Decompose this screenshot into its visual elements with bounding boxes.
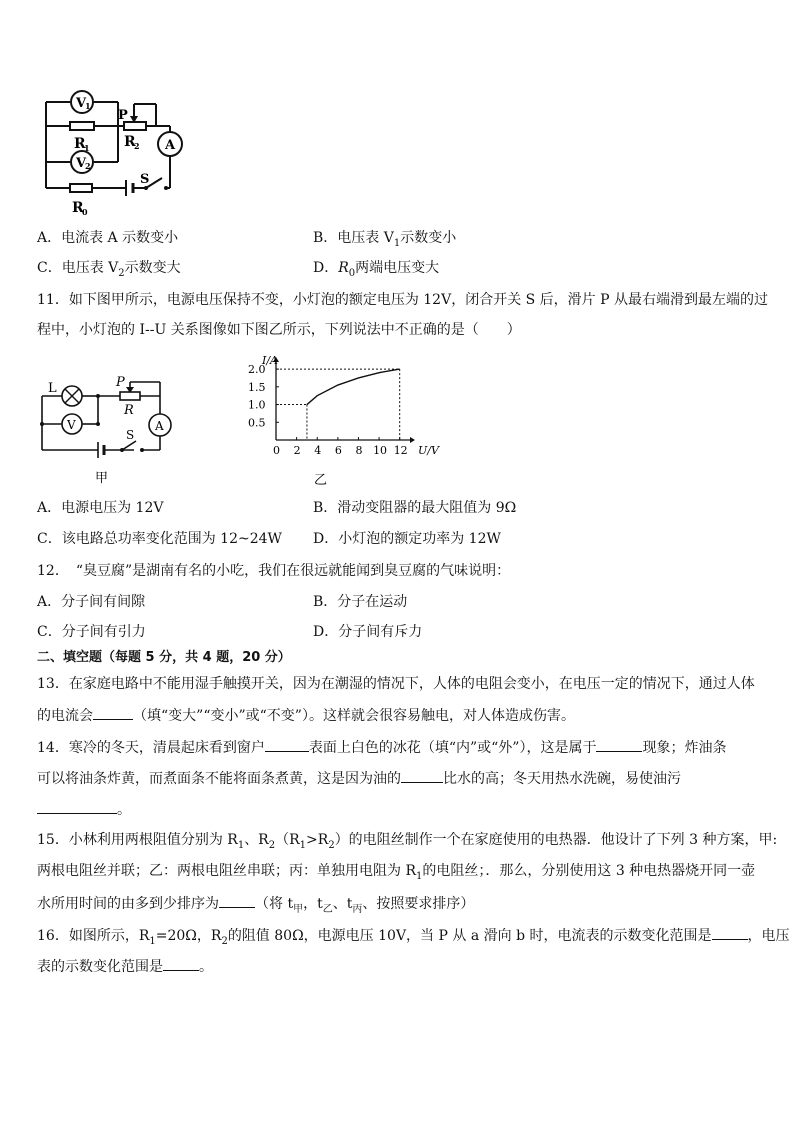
q14-blank-3[interactable] <box>401 768 443 783</box>
q16-line2: 表的示数变化范围是 。 <box>37 956 213 977</box>
q11-r-label: R <box>124 403 134 418</box>
q13-line1: 13．在家庭电路中不能用湿手触摸开关，因为在潮湿的情况下，人体的电阻会变小，在电压一定的情况下，通过人体 <box>37 676 755 692</box>
y-axis-label: I/A <box>262 354 278 367</box>
q10-r1-label: R <box>74 136 86 152</box>
y-tick-label: 0.5 <box>248 416 266 430</box>
x-tick-label: 12 <box>393 444 408 457</box>
q10-r1-sub: 1 <box>84 143 90 153</box>
x-tick-label: 10 <box>373 444 388 457</box>
q16-line1: 16．如图所示，$R_1=20\Omega$，$R_2$的阻值 80Ω，电源电压 10V，当 P 从 a 滑向 b 时，电流表的示数变化范围是 ，电压 <box>37 925 790 952</box>
q11-option-d: D．小灯泡的额定功率为 12W <box>313 531 501 547</box>
q11-option-b: B．滑动变阻器的最大阻值为 9Ω <box>313 500 517 516</box>
q10-option-d: D．$R_0$两端电压变大 <box>313 260 440 279</box>
q10-v2-label: V <box>76 156 87 171</box>
q11-lamp-label: L <box>48 381 57 396</box>
q16-blank-voltage[interactable] <box>163 956 199 971</box>
q11-voltmeter-label: V <box>67 418 76 432</box>
q15-line2: 两根电阻丝并联；乙：两根电阻丝串联；丙：单独用电阻为 $R_1$的电阻丝；．那么，分别使用这 3 种电热器烧开同一壶 <box>37 863 756 882</box>
q10-p-label: P <box>118 108 128 123</box>
q10-v1-sub: 1 <box>85 101 91 111</box>
x-axis-label: U/V <box>418 444 439 457</box>
y-tick-label: 1.5 <box>248 380 266 394</box>
q10-option-a: A．电流表 A 示数变小 <box>37 230 179 246</box>
q11-circuit-figure-jia <box>36 374 186 488</box>
q11-option-c: C．该电路总功率变化范围为 12~24W <box>37 531 282 547</box>
q10-switch-label: S <box>140 172 150 187</box>
q14-blank-4[interactable] <box>37 799 117 814</box>
q11-switch-label: S <box>126 428 135 442</box>
q10-option-b: B．电压表 $V_1$示数变小 <box>313 230 457 249</box>
q11-iu-graph <box>240 352 439 488</box>
x-tick-label: 2 <box>293 444 301 457</box>
q13-answer-blank[interactable] <box>93 705 133 720</box>
q10-option-c: C．电压表 $V_2$示数变大 <box>37 260 181 279</box>
q11-stem-line1: 11．如下图甲所示，电源电压保持不变，小灯泡的额定电压为 12V，闭合开关 S 后，滑片 P 从最右端滑到最左端的过 <box>37 292 768 308</box>
x-axis-arrow-icon <box>410 437 415 443</box>
q11-ammeter-label: A <box>155 419 164 433</box>
q14-blank-1[interactable] <box>265 737 309 752</box>
q10-ammeter-label: A <box>165 138 176 153</box>
q11-p-label: P <box>116 375 125 390</box>
q11-caption-jia: 甲 <box>95 471 109 486</box>
iu-curve <box>307 369 400 404</box>
q10-r2-label: R <box>124 134 136 150</box>
q10-r2-sub: 2 <box>134 141 140 151</box>
y-tick-label: 2.0 <box>248 363 266 377</box>
q12-option-d: D．分子间有斥力 <box>313 624 423 640</box>
q10-circuit-figure <box>38 88 188 218</box>
q11-option-a: A．电源电压为 12V <box>37 500 164 516</box>
q11-caption-yi: 乙 <box>314 473 328 488</box>
q16-blank-current[interactable] <box>712 925 748 940</box>
q11-stem-line2: 程中，小灯泡的 I--U 关系图像如下图乙所示，下列说法中不正确的是（ ） <box>37 322 521 338</box>
q15-answer-blank[interactable] <box>219 893 255 908</box>
q10-v1-label: V <box>76 96 87 111</box>
q10-r0-sub: 0 <box>82 207 88 217</box>
q10-v2-sub: 2 <box>85 161 91 171</box>
q14-line3: 。 <box>37 799 131 820</box>
q12-option-c: C．分子间有引力 <box>37 624 146 640</box>
q15-line3: 水所用时间的由多到少排序为 （将 $t_甲$，$t_乙$、$t_丙$、按照要求排序） <box>37 893 474 920</box>
x-tick-label: 6 <box>334 444 342 457</box>
q13-line2: 的电流会 （填“变大”“变小”或“不变”）。这样就会很容易触电，对人体造成伤害。 <box>37 705 575 726</box>
q14-blank-2[interactable] <box>596 737 642 752</box>
q12-option-a: A．分子间有间隙 <box>37 594 146 610</box>
q14-line1: 14．寒冷的冬天，清晨起床看到窗户 表面上白色的冰花（填“内”或“外”），这是属于 现象；炸油条 <box>37 737 726 758</box>
x-tick-label: 0 <box>273 444 280 457</box>
q12-option-b: B．分子在运动 <box>313 594 408 610</box>
x-tick-label: 4 <box>314 444 322 457</box>
q12-stem: 12． “臭豆腐”是湖南有名的小吃，我们在很远就能闻到臭豆腐的气味说明： <box>37 563 511 579</box>
q10-r0-label: R <box>72 200 84 216</box>
q14-line2: 可以将油条炸黄，而煮面条不能将面条煮黄，这是因为油的 比水的高；冬天用热水洗碗，易使油污 <box>37 768 681 789</box>
q15-line1: 15．小林利用两根阻值分别为 $R_1$、$R_2(R_1>R_2)$的电阻丝制作一个在家庭使用的电热器．他设计了下列 3 种方案，甲: <box>37 832 778 851</box>
x-tick-label: 8 <box>355 444 363 457</box>
section-title-fill-in: 二、填空题（每题 5 分，共 4 题，20 分） <box>37 650 291 665</box>
y-tick-label: 1.0 <box>248 398 266 412</box>
